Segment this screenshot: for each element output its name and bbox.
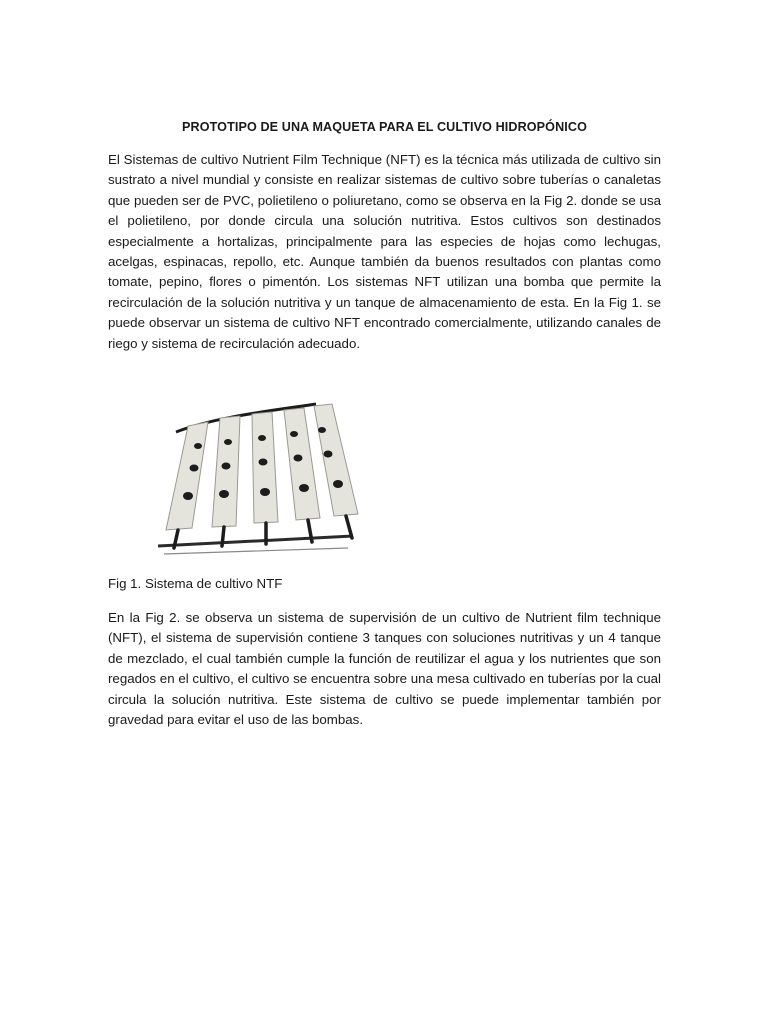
document-title: PROTOTIPO DE UNA MAQUETA PARA EL CULTIVO HIDROPÓNICO: [182, 120, 587, 134]
nft-system-illustration: [148, 396, 362, 562]
paragraph-supervision: En la Fig 2. se observa un sistema de supervisión de un cultivo de Nutrient film technique (NFT), el sistema de supervisión contiene 3 tanques con soluciones nutritivas y un 4 tanque de mezclado, el cual también cumple la función de reutilizar el agua y los nutrientes que son regados en el cultivo, el cultivo se encuentra sobre una mesa cultivado en tuberías por la cual circula la solución nutritiva. Este sistema de cultivo se puede implementar también por gravedad para evitar el uso de las bombas.: [108, 610, 661, 728]
figure-caption: Fig 1. Sistema de cultivo NTF: [108, 576, 283, 591]
figure-nft-system: [148, 396, 362, 562]
paragraph-intro: El Sistemas de cultivo Nutrient Film Technique (NFT) es la técnica más utilizada de cultivo sin sustrato a nivel mundial y consiste en realizar sistemas de cultivo sobre tuberías o canaletas que pueden ser de PVC, polietileno o poliuretano, como se observa en la Fig 2. donde se usa el polietileno, por donde circula una solución nutritiva. Estos cultivos son destinados especialmente a hortalizas, principalmente para las especies de hojas como lechugas, acelgas, espinacas, repollo, etc. Aunque también da buenos resultados con plantas como tomate, pepino, flores o pimentón. Los sistemas NFT utilizan una bomba que permite la recirculación de la solución nutritiva y un tanque de almacenamiento de esta. En la Fig 1. se puede observar un sistema de cultivo NFT encontrado comercialmente, utilizando canales de riego y sistema de recirculación adecuado.: [108, 152, 661, 351]
